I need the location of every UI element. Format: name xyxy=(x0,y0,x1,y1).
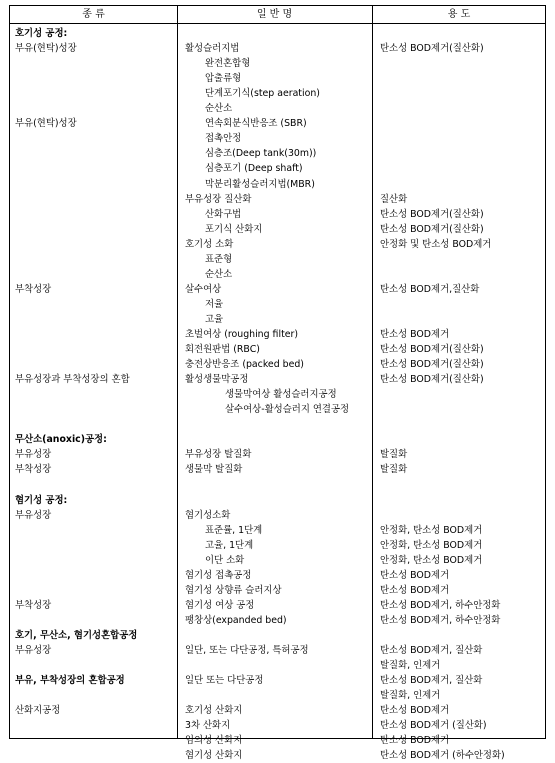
header-use: 용 도 xyxy=(447,9,471,20)
type-cell: 부유성장 xyxy=(15,449,52,461)
general-name-cell: 팽창상(expanded bed) xyxy=(185,614,287,626)
general-name-cell: 완전혼합형 xyxy=(205,58,251,70)
general-name-cell: 막분리활성슬러지법(MBR) xyxy=(205,178,315,190)
section-heading: 혐기성 공정: xyxy=(15,494,68,506)
general-name-cell: 임의성 산화지 xyxy=(185,735,243,747)
general-name-cell: 순산소 xyxy=(205,268,233,280)
type-cell: 부착성장 xyxy=(15,283,52,295)
use-cell: 탄소성 BOD제거 (하수안정화) xyxy=(380,750,505,762)
use-cell: 탄소성 BOD제거 xyxy=(380,735,450,747)
use-cell: 안정화 및 탄소성 BOD제거 xyxy=(380,238,492,250)
general-name-cell: 고율 xyxy=(205,313,224,325)
general-name-cell: 생물막 탈질화 xyxy=(185,464,243,476)
use-cell: 탈질화 xyxy=(380,449,408,461)
general-name-cell: 이단 소화 xyxy=(205,554,245,566)
general-name-cell: 초벌여상 (roughing filter) xyxy=(185,329,299,340)
use-cell: 탄소성 BOD제거 (질산화) xyxy=(380,720,487,732)
general-name-cell: 살수여상-활성슬러지 연결공정 xyxy=(225,404,350,416)
use-cell: 탄소성 BOD제거(질산화) xyxy=(380,344,484,356)
general-name-cell: 접촉안정 xyxy=(205,133,242,145)
classification-table xyxy=(9,5,546,762)
general-name-cell: 고율, 1단계 xyxy=(205,539,254,551)
use-cell: 탄소성 BOD제거 xyxy=(380,329,450,340)
general-name-cell: 압출류형 xyxy=(205,73,242,85)
general-name-cell: 순산소 xyxy=(205,103,233,115)
general-name-cell: 심층포기 (Deep shaft) xyxy=(205,163,303,175)
use-cell: 안정화, 탄소성 BOD제거 xyxy=(380,524,483,536)
type-cell: 부유성장 xyxy=(15,509,52,521)
use-cell: 탄소성 BOD제거(질산화) xyxy=(380,208,484,220)
general-name-cell: 혐기성 여상 공정 xyxy=(185,599,255,611)
general-name-cell: 혐기성 접촉공정 xyxy=(185,569,252,581)
type-cell: 부착성장 xyxy=(15,464,52,476)
general-name-cell: 부유성장 질산화 xyxy=(185,193,252,205)
general-name-cell: 연속회분식반응조 (SBR) xyxy=(205,118,307,130)
general-name-cell: 포기식 산화지 xyxy=(205,223,263,235)
general-name-cell: 3차 산화지 xyxy=(185,720,231,732)
general-name-cell: 충전상반응조 (packed bed) xyxy=(185,359,304,371)
use-cell: 탄소성 BOD제거 xyxy=(380,705,450,717)
use-cell: 탄소성 BOD제거, 질산화 xyxy=(380,675,483,687)
header-general-name: 일 반 명 xyxy=(256,9,293,20)
type-cell: 산화지공정 xyxy=(15,705,61,717)
header-divider xyxy=(10,23,545,24)
general-name-cell: 일단, 또는 다단공정, 특허공정 xyxy=(185,645,309,657)
use-cell: 탈질화, 인제거 xyxy=(380,690,441,702)
type-cell: 부유(현탁)성장 xyxy=(15,43,77,55)
use-cell: 안정화, 탄소성 BOD제거 xyxy=(380,539,483,551)
general-name-cell: 호기성 산화지 xyxy=(185,705,243,717)
use-cell: 탄소성 BOD제거,질산화 xyxy=(380,283,480,295)
general-name-cell: 저율 xyxy=(205,298,224,310)
use-cell: 탄소성 BOD제거, 질산화 xyxy=(380,645,483,657)
section-heading: 호기, 무산소, 혐기성혼합공정 xyxy=(15,630,138,641)
general-name-cell: 일단 또는 다단공정 xyxy=(185,675,264,687)
general-name-cell: 호기성 소화 xyxy=(185,238,234,250)
general-name-cell: 산화구법 xyxy=(205,208,242,220)
section-heading: 호기성 공정: xyxy=(15,28,68,39)
general-name-cell: 활성슬러지법 xyxy=(185,43,240,55)
use-cell: 탈질화, 인제거 xyxy=(380,660,441,672)
general-name-cell: 살수여상 xyxy=(185,283,222,295)
general-name-cell: 심층조(Deep tank(30m)) xyxy=(205,148,317,160)
header-type: 종 류 xyxy=(82,9,105,20)
general-name-cell: 표준률, 1단계 xyxy=(205,524,263,536)
use-cell: 탄소성 BOD제거(질산화) xyxy=(380,374,484,386)
use-cell: 탄소성 BOD제거(질산화) xyxy=(380,359,484,371)
general-name-cell: 혐기성 상향류 슬러지상 xyxy=(185,584,282,596)
general-name-cell: 회전원판법 (RBC) xyxy=(185,344,260,356)
general-name-cell: 생물막여상 활성슬러지공정 xyxy=(225,389,337,401)
column-divider xyxy=(177,6,178,738)
general-name-cell: 혐기성소화 xyxy=(185,509,231,521)
section-heading: 부유, 부착성장의 혼합공정 xyxy=(15,675,125,687)
general-name-cell: 활성생물막공정 xyxy=(185,374,249,386)
section-heading: 무산소(anoxic)공정: xyxy=(15,434,107,446)
use-cell: 탄소성 BOD제거, 하수안정화 xyxy=(380,599,501,611)
use-cell: 탄소성 BOD제거(질산화) xyxy=(380,223,484,235)
general-name-cell: 표준형 xyxy=(205,253,233,265)
use-cell: 탈질화 xyxy=(380,464,408,476)
type-cell: 부유성장과 부착성장의 혼합 xyxy=(15,374,130,386)
column-divider xyxy=(372,6,373,738)
use-cell: 탄소성 BOD제거, 하수안정화 xyxy=(380,614,501,626)
use-cell: 안정화, 탄소성 BOD제거 xyxy=(380,554,483,566)
general-name-cell: 혐기성 산화지 xyxy=(185,750,243,762)
type-cell: 부유(현탁)성장 xyxy=(15,118,77,130)
general-name-cell: 부유성장 탈질화 xyxy=(185,449,252,461)
use-cell: 탄소성 BOD제거 xyxy=(380,569,450,581)
use-cell: 탄소성 BOD제거(질산화) xyxy=(380,43,484,55)
use-cell: 탄소성 BOD제거 xyxy=(380,584,450,596)
use-cell: 질산화 xyxy=(380,193,408,205)
type-cell: 부유성장 xyxy=(15,645,52,657)
general-name-cell: 단계포기식(step aeration) xyxy=(205,88,320,100)
type-cell: 부착성장 xyxy=(15,599,52,611)
